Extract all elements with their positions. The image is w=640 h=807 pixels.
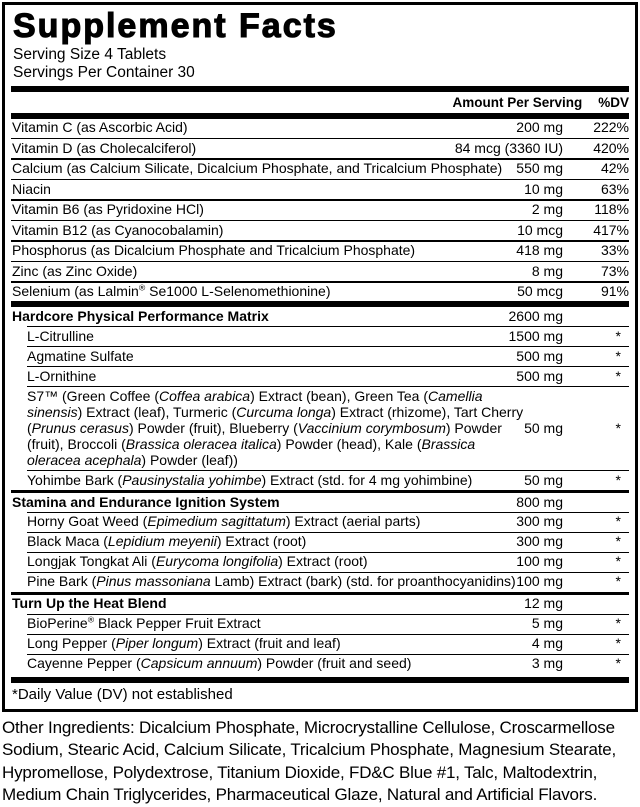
ingredient-name: Vitamin D (as Cholecalciferol): [12, 139, 197, 156]
ingredient-name: Niacin: [12, 180, 51, 197]
dv-value: *: [615, 367, 621, 384]
dv-value: *: [615, 513, 621, 530]
ingredient-row: [11, 471, 629, 490]
amount-value: 5 mg: [531, 615, 563, 632]
ingredient-row: [11, 283, 629, 302]
amount-value: 50 mg: [524, 419, 563, 436]
amount-value: 10 mcg: [517, 221, 563, 238]
amount-value: 84 mcg (3360 IU): [454, 139, 563, 156]
other-ingredients: Other Ingredients: Dicalcium Phosphate, Microcrystalline Cellulose, Croscarmellose Sodium, Stearic Acid, Calcium Silicate, Tricalcium Phosphate, Magnesium Stearate, Hypromellose, Polydextrose, Titanium Dioxide, FD&C Blue #1, Talc, Maltodextrin, Medium Chain Triglycerides, Pharmaceutical Glaze, Natural and Artificial Flavors.: [2, 717, 617, 805]
dv-value: *: [615, 347, 621, 364]
dv-value: *: [615, 573, 621, 590]
amount-value: 8 mg: [531, 262, 563, 279]
ingredient-name: Calcium (as Calcium Silicate, Dicalcium Phosphate, and Tricalcium Phosphate): [12, 160, 503, 177]
dv-value: *: [615, 655, 621, 672]
ingredient-row: [11, 367, 629, 386]
ingredient-row: [11, 119, 629, 138]
ingredient-name: Pine Bark (Pinus massoniana Lamb) Extract (bark) (std. for proanthocyanidins): [27, 573, 516, 590]
ingredient-name: Vitamin C (as Ascorbic Acid): [12, 119, 188, 136]
section-row: [11, 493, 629, 512]
dv-value: *: [615, 553, 621, 570]
amount-value: 12 mg: [524, 595, 563, 612]
supplement-facts-panel: [2, 2, 638, 712]
amount-value: 500 mg: [516, 347, 563, 364]
dv-value: 73%: [600, 262, 629, 279]
daily-value-footnote: *Daily Value (DV) not established: [12, 685, 233, 703]
ingredient-name: S7™ (Green Coffee (Coffea arabica) Extract (bean), Green Tea (Camellia sinensis) Extract (leaf), Turmeric (Curcuma longa) Extract (rhizome), Tart Cherry (Prunus cerasus) Powder (fruit), Blueberry (Vaccinium corymbosum) Powder (fruit), Broccoli (Brassica oleracea italica) Powder (head), Kale (Brassica oleracea acephala) Powder (leaf)): [27, 387, 524, 468]
amount-value: 418 mg: [516, 242, 563, 259]
ingredient-row: [11, 160, 629, 179]
amount-value: 10 mg: [524, 180, 563, 197]
amount-value: 3 mg: [531, 655, 563, 672]
serving-size: Serving Size 4 Tablets: [13, 45, 167, 63]
dv-value: *: [615, 615, 621, 632]
ingredient-name: Long Pepper (Piper longum) Extract (fruit and leaf): [27, 635, 341, 652]
dv-value: *: [615, 635, 621, 652]
dv-value: 420%: [593, 139, 629, 156]
ingredient-name: Stamina and Endurance Ignition System: [12, 493, 280, 510]
dv-value: *: [615, 471, 621, 488]
dv-column-header: %DV: [598, 94, 629, 110]
servings-per-container: Servings Per Container 30: [13, 64, 195, 82]
amount-value: 100 mg: [516, 553, 563, 570]
dv-value: *: [615, 419, 621, 436]
ingredient-name: BioPerine® Black Pepper Fruit Extract: [27, 614, 261, 632]
nutrient-rows: [11, 119, 629, 674]
amount-value: 50 mg: [524, 471, 563, 488]
dv-value: 33%: [600, 242, 629, 259]
panel-title: Supplement Facts: [13, 7, 338, 45]
ingredient-row: [11, 387, 629, 470]
amount-value: 2600 mg: [508, 307, 563, 324]
ingredient-name: Vitamin B12 (as Cyanocobalamin): [12, 221, 224, 238]
ingredient-name: Selenium (as Lalmin® Se1000 L-Selenomethionine): [12, 282, 331, 300]
dv-value: 91%: [600, 283, 629, 300]
amount-value: 1500 mg: [508, 327, 563, 344]
ingredient-name: Longjak Tongkat Ali (Eurycoma longifolia) Extract (root): [27, 553, 368, 570]
ingredient-name: Black Maca (Lepidium meyenii) Extract (root): [27, 533, 307, 550]
amount-value: 2 mg: [531, 201, 563, 218]
dv-value: 222%: [593, 119, 629, 136]
ingredient-row: [11, 242, 629, 261]
column-header-row: [11, 92, 629, 113]
section-row: [11, 307, 629, 326]
ingredient-row: [11, 262, 629, 281]
amount-value: 200 mg: [516, 119, 563, 136]
amount-value: 800 mg: [516, 493, 563, 510]
dv-value: 417%: [593, 221, 629, 238]
ingredient-name: Horny Goat Weed (Epimedium sagittatum) Extract (aerial parts): [27, 513, 421, 530]
ingredient-row: [11, 347, 629, 366]
amount-value: 100 mg: [516, 573, 563, 590]
amount-value: 4 mg: [531, 635, 563, 652]
ingredient-name: Cayenne Pepper (Capsicum annuum) Powder (fruit and seed): [27, 655, 412, 672]
ingredient-row: [11, 513, 629, 532]
ingredient-row: [11, 615, 629, 634]
dv-value: 63%: [600, 180, 629, 197]
ingredient-name: Phosphorus (as Dicalcium Phosphate and Tricalcium Phosphate): [12, 242, 416, 259]
ingredient-name: L-Citrulline: [27, 327, 94, 344]
ingredient-name: Turn Up the Heat Blend: [12, 595, 167, 612]
amount-value: 500 mg: [516, 367, 563, 384]
dv-value: *: [615, 327, 621, 344]
ingredient-row: [11, 180, 629, 199]
ingredient-row: [11, 655, 629, 674]
ingredient-name: L-Ornithine: [27, 367, 97, 384]
ingredient-row: [11, 553, 629, 572]
ingredient-name: Yohimbe Bark (Pausinystalia yohimbe) Extract (std. for 4 mg yohimbine): [27, 471, 473, 488]
ingredient-row: [11, 139, 629, 158]
ingredient-row: [11, 201, 629, 220]
amount-value: 300 mg: [516, 513, 563, 530]
ingredient-name: Hardcore Physical Performance Matrix: [12, 307, 269, 324]
ingredient-row: [11, 635, 629, 654]
section-row: [11, 595, 629, 614]
dv-value: 118%: [594, 201, 629, 218]
amount-value: 300 mg: [516, 533, 563, 550]
ingredient-row: [11, 533, 629, 552]
dv-value: *: [615, 533, 621, 550]
ingredient-name: Zinc (as Zinc Oxide): [12, 262, 138, 279]
ingredient-row: [11, 327, 629, 346]
amount-column-header: Amount Per Serving: [452, 94, 583, 110]
ingredient-row: [11, 221, 629, 240]
ingredient-name: Vitamin B6 (as Pyridoxine HCl): [12, 201, 204, 218]
dv-value: 42%: [600, 160, 629, 177]
amount-value: 50 mcg: [517, 283, 563, 300]
ingredient-row: [11, 573, 629, 592]
ingredient-name: Agmatine Sulfate: [27, 347, 134, 364]
amount-value: 550 mg: [516, 160, 563, 177]
